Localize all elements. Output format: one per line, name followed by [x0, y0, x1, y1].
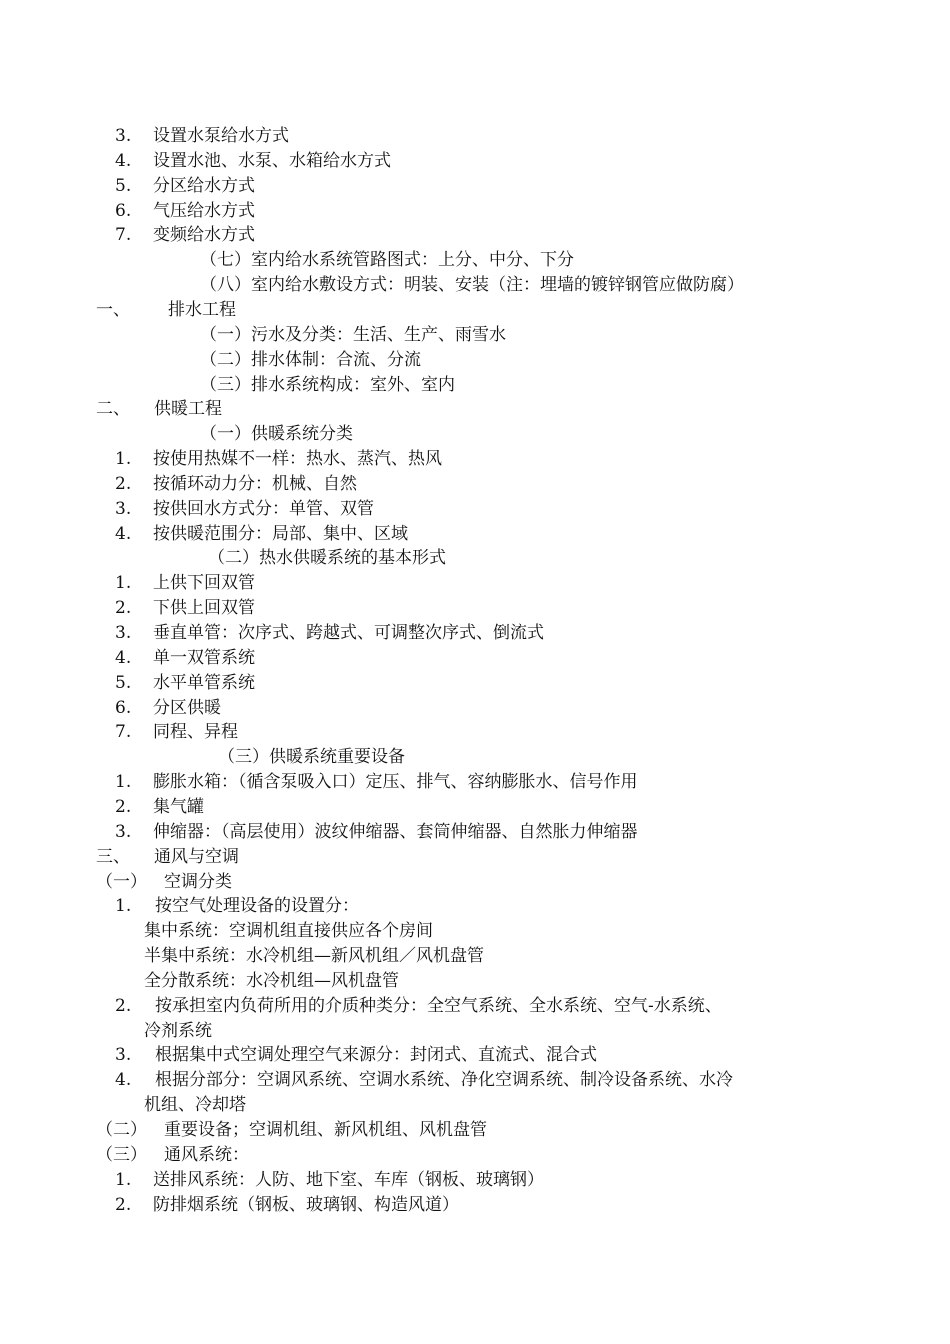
item-number: 一、 [96, 299, 130, 320]
item-text: 通风与空调 [154, 846, 239, 867]
item-number: 5. [115, 672, 132, 693]
item-number: 1. [115, 573, 132, 594]
item-number: 4. [115, 1070, 132, 1091]
item-text: 变频给水方式 [153, 225, 255, 246]
item-text: （二）排水体制：合流、分流 [200, 349, 421, 370]
item-text: 空调分类 [164, 871, 232, 892]
item-text: 半集中系统：水冷机组—新风机组／风机盘管 [144, 946, 484, 967]
item-number: （二） [96, 1120, 147, 1140]
item-text: 按循环动力分：机械、自然 [153, 473, 357, 494]
item-number: 1. [115, 1169, 132, 1190]
item-text: 分区给水方式 [153, 175, 255, 196]
item-number: 3. [115, 498, 132, 519]
item-text: 根据分部分：空调风系统、空调水系统、净化空调系统、制冷设备系统、水冷 [155, 1070, 733, 1091]
item-text: 根据集中式空调处理空气来源分：封闭式、直流式、混合式 [155, 1045, 597, 1066]
item-text: 按供暖范围分：局部、集中、区域 [153, 523, 408, 544]
item-text: 按使用热媒不一样：热水、蒸汽、热风 [153, 449, 442, 470]
item-text: 单一双管系统 [153, 647, 255, 668]
item-number: 三、 [96, 846, 130, 867]
item-number: （三） [96, 1144, 147, 1165]
item-text: 气压给水方式 [153, 200, 255, 221]
item-text: 送排风系统：人防、地下室、车库（钢板、玻璃钢） [153, 1169, 544, 1190]
item-text: 按承担室内负荷所用的介质种类分：全空气系统、全水系统、空气-水系统、 [155, 995, 722, 1016]
item-number: 7. [115, 225, 132, 246]
item-number: 1. [115, 772, 132, 793]
item-text: 按供回水方式分：单管、双管 [153, 498, 374, 519]
item-text: 排水工程 [168, 299, 236, 320]
item-text: 水平单管系统 [153, 672, 255, 693]
item-text: 按空气处理设备的设置分： [155, 896, 359, 917]
item-number: 4. [115, 523, 132, 544]
item-number: 2. [115, 796, 132, 817]
item-text: 上供下回双管 [153, 573, 255, 594]
item-text: （一）供暖系统分类 [200, 424, 353, 445]
item-text: 膨胀水箱：（循含泵吸入口）定压、排气、容纳膨胀水、信号作用 [153, 772, 638, 793]
item-number: 1. [115, 896, 132, 917]
item-number: 1. [115, 449, 132, 470]
item-number: （一） [96, 871, 147, 892]
item-text: 重要设备；空调机组、新风机组、风机盘管 [164, 1120, 487, 1140]
item-text: （三）排水系统构成：室外、室内 [200, 374, 455, 395]
item-number: 3. [115, 821, 132, 842]
item-number: 2. [115, 473, 132, 494]
item-text: 下供上回双管 [153, 598, 255, 619]
item-number: 2. [115, 598, 132, 619]
item-number: 7. [115, 722, 132, 743]
item-number: 3. [115, 126, 132, 146]
item-text: 伸缩器：（高层使用）波纹伸缩器、套筒伸缩器、自然胀力伸缩器 [153, 821, 638, 842]
item-text: 冷剂系统 [144, 1020, 212, 1041]
item-number: 二、 [96, 399, 130, 420]
item-text: （二）热水供暖系统的基本形式 [208, 548, 446, 569]
item-number: 2. [115, 995, 132, 1016]
item-text: 机组、冷却塔 [144, 1095, 246, 1116]
item-text: 同程、异程 [153, 722, 238, 743]
item-text: 集中系统：空调机组直接供应各个房间 [144, 921, 433, 942]
item-text: （三）供暖系统重要设备 [218, 747, 405, 768]
item-number: 4. [115, 150, 132, 171]
item-text: 全分散系统：水冷机组—风机盘管 [144, 970, 399, 991]
item-text: 通风系统： [164, 1144, 249, 1165]
item-number: 3. [115, 1045, 132, 1066]
item-number: 3. [115, 623, 132, 643]
item-number: 2. [115, 1194, 132, 1215]
item-text: 供暖工程 [154, 399, 222, 420]
item-text: 防排烟系统（钢板、玻璃钢、构造风道） [153, 1194, 459, 1215]
item-text: 集气罐 [153, 796, 204, 817]
item-number: 6. [115, 697, 132, 718]
item-text: 设置水池、水泵、水箱给水方式 [153, 150, 391, 171]
item-number: 4. [115, 647, 132, 668]
item-text: （一）污水及分类：生活、生产、雨雪水 [200, 324, 506, 345]
item-text: 垂直单管：次序式、跨越式、可调整次序式、倒流式 [153, 623, 544, 643]
item-number: 5. [115, 175, 132, 196]
item-text: 设置水泵给水方式 [153, 126, 289, 146]
item-text: （七）室内给水系统管路图式：上分、中分、下分 [200, 250, 574, 271]
item-number: 6. [115, 200, 132, 221]
item-text: 分区供暖 [153, 697, 221, 718]
item-text: （八）室内给水敷设方式：明装、安装（注：埋墙的镀锌钢管应做防腐） [200, 275, 744, 296]
